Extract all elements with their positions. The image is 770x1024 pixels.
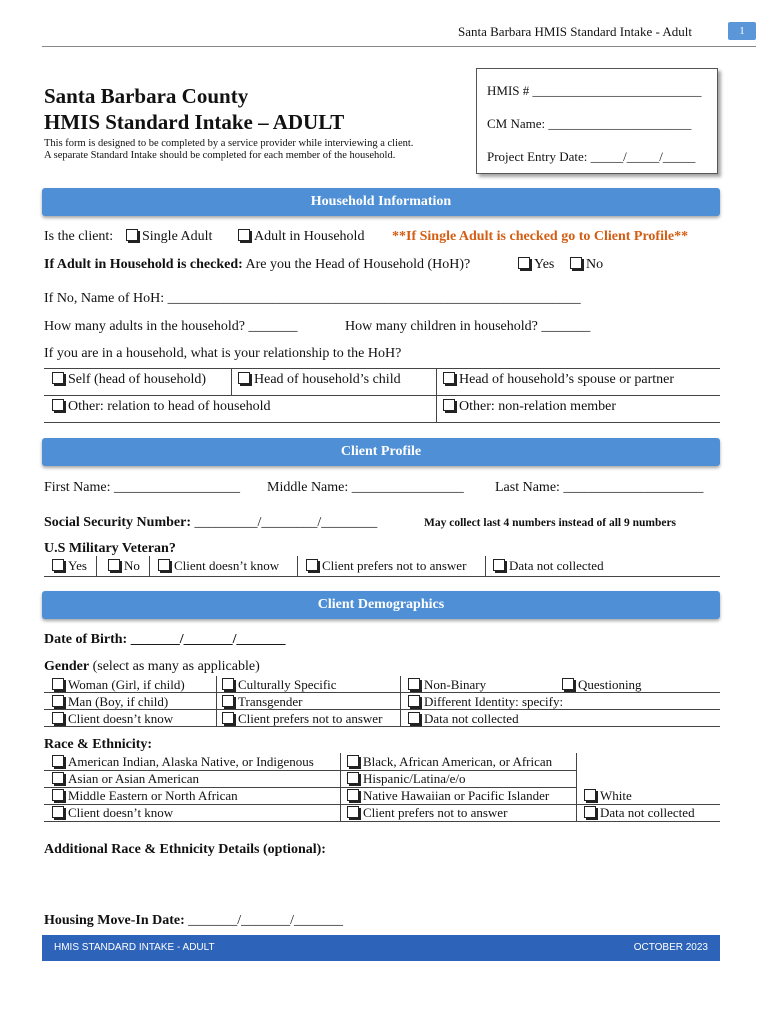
footer-bar	[42, 935, 720, 961]
checkbox-icon[interactable]	[408, 712, 420, 724]
gender-woman-option[interactable]: Woman (Girl, if child)	[52, 677, 185, 693]
veteran-dnc-option[interactable]: Data not collected	[493, 558, 604, 574]
rel-spouse-option[interactable]: Head of household’s spouse or partner	[443, 372, 674, 388]
checkbox-icon[interactable]	[126, 229, 138, 241]
checkbox-icon[interactable]	[52, 712, 64, 724]
cm-name-field[interactable]: CM Name: ______________________	[487, 116, 692, 131]
checkbox-icon[interactable]	[584, 789, 596, 801]
gender-different-option[interactable]: Different Identity: specify:	[408, 694, 563, 710]
checkbox-icon[interactable]	[52, 399, 64, 411]
race-grid-rule	[44, 821, 720, 822]
gender-grid-divider	[216, 676, 217, 726]
relationship-grid-divider	[231, 368, 232, 395]
footer-left-text: HMIS STANDARD INTAKE - ADULT	[54, 942, 215, 953]
ssn-note: May collect last 4 numbers instead of all 9 numbers	[424, 517, 677, 529]
checkbox-icon[interactable]	[238, 229, 250, 241]
checkbox-icon[interactable]	[347, 806, 359, 818]
gender-trans-option[interactable]: Transgender	[222, 694, 303, 710]
race-nhpi-option[interactable]: Native Hawaiian or Pacific Islander	[347, 788, 549, 804]
race-dnc-option[interactable]: Data not collected	[584, 805, 695, 821]
checkbox-icon[interactable]	[222, 712, 234, 724]
race-label: Race & Ethnicity:	[44, 737, 153, 752]
section-client-demographics: Client Demographics	[42, 591, 720, 619]
running-header: Santa Barbara HMIS Standard Intake - Adult	[458, 24, 692, 39]
hoh-no-option[interactable]: No	[570, 257, 603, 273]
rel-child-option[interactable]: Head of household’s child	[238, 372, 401, 388]
veteran-dk-option[interactable]: Client doesn’t know	[158, 558, 279, 574]
rel-nonrelation-option[interactable]: Other: non-relation member	[443, 399, 616, 415]
form-description-1: This form is designed to be completed by a service provider while interviewing a client.	[44, 138, 414, 149]
checkbox-icon[interactable]	[52, 806, 64, 818]
form-description-2: A separate Standard Intake should be completed for each member of the household.	[44, 150, 396, 161]
page-number-badge: 1	[728, 22, 756, 40]
checkbox-icon[interactable]	[52, 678, 64, 690]
move-in-date-field[interactable]: Housing Move-In Date: _______/_______/_______	[44, 913, 344, 928]
checkbox-icon[interactable]	[222, 695, 234, 707]
header-rule	[42, 46, 756, 47]
project-entry-date-field[interactable]: Project Entry Date: _____/_____/_____	[487, 149, 696, 164]
race-dk-option[interactable]: Client doesn’t know	[52, 805, 173, 821]
checkbox-icon[interactable]	[443, 399, 455, 411]
checkbox-icon[interactable]	[52, 789, 64, 801]
race-grid-divider	[340, 753, 341, 821]
dob-field[interactable]: Date of Birth: _______/_______/_______	[44, 632, 286, 647]
checkbox-icon[interactable]	[52, 372, 64, 384]
last-name-field[interactable]: Last Name: ____________________	[495, 480, 704, 495]
adult-in-household-option[interactable]: Adult in Household	[238, 229, 364, 245]
race-refuse-option[interactable]: Client prefers not to answer	[347, 805, 507, 821]
veteran-divider	[297, 556, 298, 576]
race-mena-option[interactable]: Middle Eastern or North African	[52, 788, 238, 804]
checkbox-icon[interactable]	[52, 755, 64, 767]
checkbox-icon[interactable]	[108, 559, 120, 571]
race-white-option[interactable]: White	[584, 788, 632, 804]
race-asian-option[interactable]: Asian or Asian American	[52, 771, 199, 787]
checkbox-icon[interactable]	[238, 372, 250, 384]
veteran-refuse-option[interactable]: Client prefers not to answer	[306, 558, 466, 574]
relationship-grid-bottom	[44, 422, 720, 423]
veteran-label: U.S Military Veteran?	[44, 541, 176, 556]
veteran-no-option[interactable]: No	[108, 558, 140, 574]
children-count-field[interactable]: How many children in household? _______	[345, 319, 591, 334]
single-adult-note: **If Single Adult is checked go to Client Profile**	[392, 229, 689, 244]
checkbox-icon[interactable]	[584, 806, 596, 818]
hoh-yes-option[interactable]: Yes	[518, 257, 554, 273]
footer-right-text: OCTOBER 2023	[633, 942, 708, 953]
checkbox-icon[interactable]	[52, 695, 64, 707]
relationship-grid-middle	[44, 395, 720, 396]
checkbox-icon[interactable]	[443, 372, 455, 384]
veteran-divider	[485, 556, 486, 576]
is-client-label: Is the client:	[44, 229, 114, 244]
checkbox-icon[interactable]	[52, 559, 64, 571]
gender-refuse-option[interactable]: Client prefers not to answer	[222, 711, 382, 727]
checkbox-icon[interactable]	[408, 678, 420, 690]
checkbox-icon[interactable]	[222, 678, 234, 690]
gender-questioning-option[interactable]: Questioning	[562, 677, 642, 693]
checkbox-icon[interactable]	[52, 772, 64, 784]
section-client-profile: Client Profile	[42, 438, 720, 466]
checkbox-icon[interactable]	[347, 772, 359, 784]
gender-dk-option[interactable]: Client doesn’t know	[52, 711, 173, 727]
checkbox-icon[interactable]	[158, 559, 170, 571]
checkbox-icon[interactable]	[562, 678, 574, 690]
ssn-field[interactable]: Social Security Number: _________/________/________	[44, 515, 378, 530]
gender-dnc-option[interactable]: Data not collected	[408, 711, 519, 727]
race-black-option[interactable]: Black, African American, or African	[347, 754, 552, 770]
race-grid-divider	[576, 753, 577, 821]
relationship-grid-top	[44, 368, 720, 369]
single-adult-option[interactable]: Single Adult	[126, 229, 212, 245]
veteran-divider	[96, 556, 97, 576]
gender-culture-option[interactable]: Culturally Specific	[222, 677, 337, 693]
gender-nonbinary-option[interactable]: Non-Binary	[408, 677, 486, 693]
first-name-field[interactable]: First Name: __________________	[44, 480, 240, 495]
rel-other-option[interactable]: Other: relation to head of household	[52, 399, 271, 415]
title-line1: Santa Barbara County	[44, 84, 249, 108]
rel-self-option[interactable]: Self (head of household)	[52, 372, 206, 388]
section-household-information: Household Information	[42, 188, 720, 216]
race-hispanic-option[interactable]: Hispanic/Latina/e/o	[347, 771, 466, 787]
veteran-divider	[149, 556, 150, 576]
checkbox-icon[interactable]	[347, 755, 359, 767]
hmis-number-field[interactable]: HMIS # __________________________	[487, 83, 702, 98]
veteran-row-rule	[44, 576, 720, 577]
checkbox-icon[interactable]	[570, 257, 582, 269]
checkbox-icon[interactable]	[408, 695, 420, 707]
checkbox-icon[interactable]	[518, 257, 530, 269]
hoh-name-field[interactable]: If No, Name of HoH: ___________________________________________________________	[44, 291, 581, 306]
gender-man-option[interactable]: Man (Boy, if child)	[52, 694, 168, 710]
additional-race-details-label[interactable]: Additional Race & Ethnicity Details (optional):	[44, 842, 326, 857]
checkbox-icon[interactable]	[347, 789, 359, 801]
checkbox-icon[interactable]	[493, 559, 505, 571]
checkbox-icon[interactable]	[306, 559, 318, 571]
relationship-question: If you are in a household, what is your relationship to the HoH?	[44, 346, 402, 361]
adults-count-field[interactable]: How many adults in the household? _______	[44, 319, 298, 334]
middle-name-field[interactable]: Middle Name: ________________	[267, 480, 464, 495]
hoh-question: If Adult in Household is checked: Are you the Head of Household (HoH)?	[44, 257, 471, 272]
veteran-yes-option[interactable]: Yes	[52, 558, 87, 574]
gender-grid-divider	[400, 676, 401, 726]
relationship-grid-divider	[436, 368, 437, 422]
gender-label: Gender (select as many as applicable)	[44, 659, 260, 674]
race-aian-option[interactable]: American Indian, Alaska Native, or Indigenous	[52, 754, 314, 770]
title-line2: HMIS Standard Intake – ADULT	[44, 110, 345, 134]
info-box	[476, 68, 718, 174]
